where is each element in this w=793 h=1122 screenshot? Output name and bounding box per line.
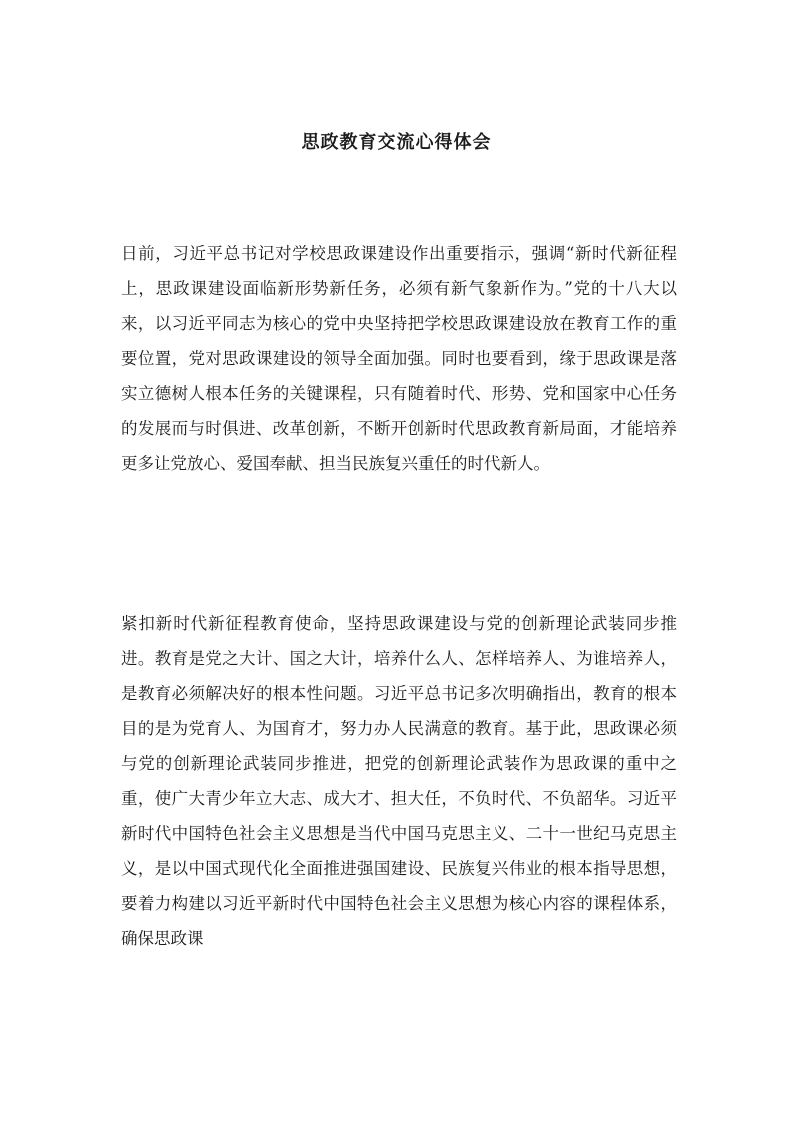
paragraph-2: 紧扣新时代新征程教育使命，坚持思政课建设与党的创新理论武装同步推进。教育是党之大计、国之大计，培养什么人、怎样培养人、为谁培养人，是教育必须解决好的根本性问题。习近平总书记多次明确指出，教育的根本目的是为党育人、为国育才，努力办人民满意的教育。基于此，思政课必须与党的创新理论武装同步推进，把党的创新理论武装作为思政课的重中之重，使广大青少年立大志、成大才、担大任，不负时代、不负韶华。习近平新时代中国特色社会主义思想是当代中国马克思主义、二十一世纪马克思主义，是以中国式现代化全面推进强国建设、民族复兴伟业的根本指导思想，要着力构建以习近平新时代中国特色社会主义思想为核心内容的课程体系，确保思政课: [121, 614, 677, 948]
paragraph-1: 日前，习近平总书记对学校思政课建设作出重要指示，强调“新时代新征程上，思政课建设面临新形势新任务，必须有新气象新作为。”党的十八大以来，以习近平同志为核心的党中央坚持把学校思政课建设放在教育工作的重要位置，党对思政课建设的领导全面加强。同时也要看到，缘于思政课是落实立德树人根本任务的关键课程，只有随着时代、形势、党和国家中心任务的发展而与时俱进、改革创新，不断开创新时代思政教育新局面，才能培养更多让党放心、爱国奉献、担当民族复兴重任的时代新人。: [121, 244, 677, 473]
document-title: 思政教育交流心得体会: [301, 132, 492, 153]
